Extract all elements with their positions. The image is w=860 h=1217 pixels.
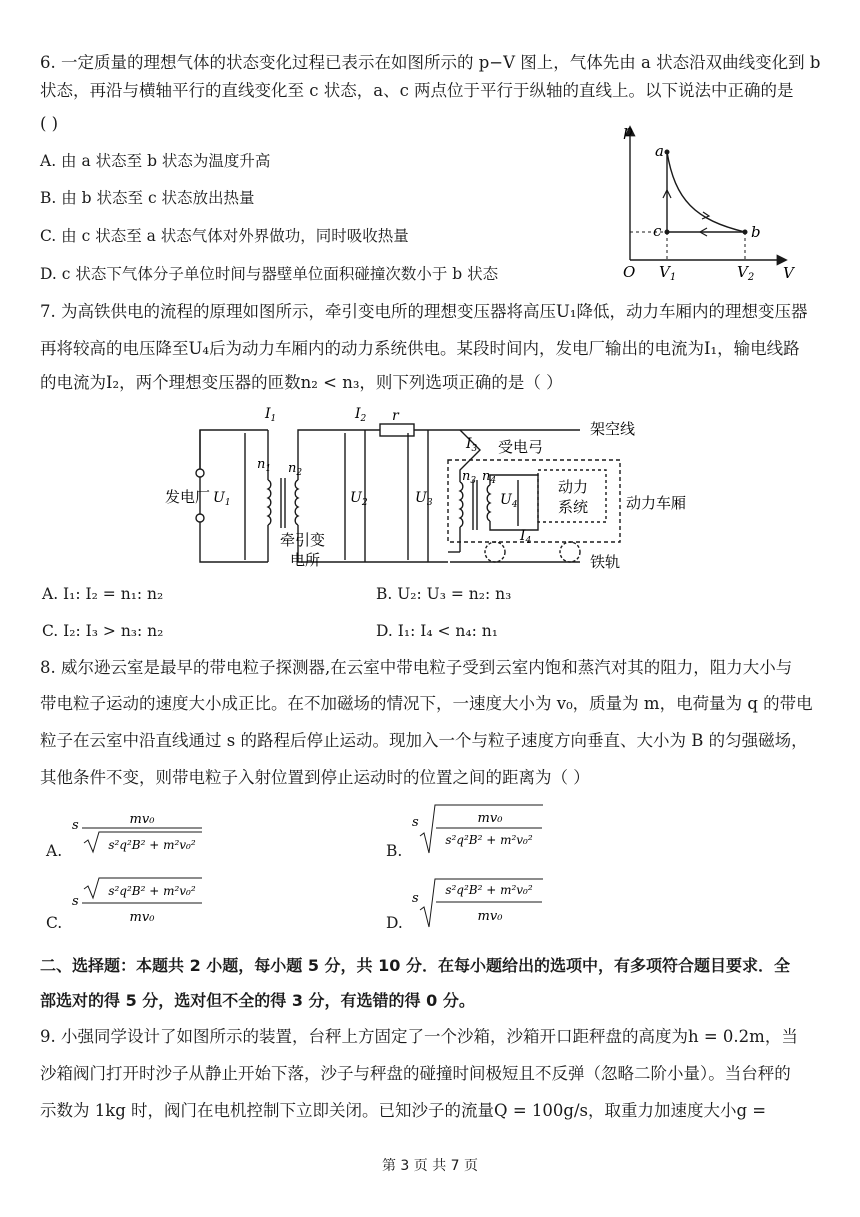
label-i4: $I_4$ bbox=[520, 528, 532, 546]
label-a: a bbox=[655, 142, 664, 160]
label-i3: $I_3$ bbox=[466, 436, 478, 454]
coil-n1 bbox=[268, 480, 271, 525]
label-power-plant: 发电厂 bbox=[165, 488, 211, 506]
label-u2: $U_2$ bbox=[350, 490, 368, 508]
svg-text:mv₀: mv₀ bbox=[129, 910, 155, 925]
label-u3: $U_3$ bbox=[415, 490, 433, 508]
label-b: b bbox=[751, 223, 761, 241]
label-power-system-2: 系统 bbox=[558, 498, 589, 516]
label-car: 动力车厢 bbox=[626, 494, 687, 512]
svg-text:s: s bbox=[72, 818, 79, 833]
q8-line-2: 带电粒子运动的速度大小成正比。在不加磁场的情况下，一速度大小为 v₀，质量为 m，电荷量为 q 的带电 bbox=[40, 694, 813, 713]
page-footer: 第 3 页 共 7 页 bbox=[381, 1158, 479, 1174]
q8-line-4: 其他条件不变，则带电粒子入射位置到停止运动时的位置之间的距离为（ ） bbox=[40, 768, 590, 787]
label-power-system-1: 动力 bbox=[558, 478, 589, 496]
svg-text:s: s bbox=[72, 894, 79, 909]
q8-option-a-label: A. bbox=[46, 842, 63, 860]
label-p: p bbox=[623, 122, 633, 140]
q7-option-b: B. U₂: U₃ = n₂: n₃ bbox=[376, 585, 512, 603]
q7-line-1: 7. 为高铁供电的流程的原理如图所示，牵引变电所的理想变压器将高压U₁降低，动力车厢内的理想变压器 bbox=[40, 302, 808, 321]
wire-left-loop bbox=[200, 430, 268, 562]
svg-text:s²q²B² + m²v₀²: s²q²B² + m²v₀² bbox=[445, 833, 533, 847]
q8-option-b-formula bbox=[410, 800, 550, 860]
svg-text:mv₀: mv₀ bbox=[477, 811, 503, 826]
section-2-heading-line-1: 二、选择题：本题共 2 小题，每小题 5 分，共 10 分．在每小题给出的选项中，有多项符合题目要求．全 bbox=[40, 956, 790, 975]
label-rail: 铁轨 bbox=[590, 553, 621, 571]
q7-option-c: C. I₂: I₃ > n₃: n₂ bbox=[42, 622, 164, 640]
svg-text:s²q²B² + m²v₀²: s²q²B² + m²v₀² bbox=[445, 883, 533, 897]
q8-option-d-label: D. bbox=[386, 914, 403, 932]
label-u1: $U_1$ bbox=[213, 490, 231, 508]
label-origin: O bbox=[623, 263, 636, 281]
q7-option-d: D. I₁: I₄ < n₄: n₁ bbox=[376, 622, 498, 640]
q8-option-d-formula bbox=[410, 872, 550, 932]
q7-line-3: 的电流为I₂，两个理想变压器的匝数n₂ < n₃，则下列选项正确的是（ ） bbox=[40, 373, 563, 392]
q6-option-b: B. 由 b 状态至 c 状态放出热量 bbox=[40, 189, 255, 207]
point-a bbox=[665, 150, 670, 155]
svg-text:s²q²B² + m²v₀²: s²q²B² + m²v₀² bbox=[108, 838, 196, 852]
label-substation-2: 电所 bbox=[290, 551, 321, 569]
section-2-heading-line-2: 部选对的得 5 分，选对但不全的得 3 分，有选错的得 0 分。 bbox=[40, 991, 475, 1010]
svg-text:s: s bbox=[412, 891, 419, 906]
coil-n2 bbox=[295, 480, 298, 525]
coil-n3 bbox=[460, 482, 463, 527]
label-n2: $n_2$ bbox=[288, 461, 303, 478]
q7-circuit-diagram bbox=[160, 400, 687, 580]
q8-line-3: 粒子在云室中沿直线通过 s 的路程后停止运动。现加入一个与粒子速度方向垂直、大小为 B 的匀强磁场， bbox=[40, 731, 808, 750]
label-r: r bbox=[392, 408, 399, 424]
point-c bbox=[665, 230, 670, 235]
q6-line-2: 状态，再沿与横轴平行的直线变化至 c 状态，a、c 两点位于平行于纵轴的直线上。以下说法中正确的是 bbox=[40, 81, 794, 100]
label-n1: $n_1$ bbox=[257, 457, 272, 474]
isotherm-a-b bbox=[667, 152, 745, 232]
label-c: c bbox=[653, 222, 662, 240]
q8-option-b-label: B. bbox=[386, 842, 403, 860]
label-n3: $n_3$ bbox=[462, 469, 477, 486]
q8-option-c-formula bbox=[70, 875, 210, 931]
q6-line-1: 6. 一定质量的理想气体的状态变化过程已表示在如图所示的 p−V 图上，气体先由 a 状态沿双曲线变化到 b bbox=[40, 53, 821, 72]
q6-option-d: D. c 状态下气体分子单位时间与器壁单位面积碰撞次数小于 b 状态 bbox=[40, 265, 499, 283]
q8-option-a-formula bbox=[70, 805, 210, 857]
svg-text:mv₀: mv₀ bbox=[129, 812, 155, 827]
svg-text:s²q²B² + m²v₀²: s²q²B² + m²v₀² bbox=[108, 884, 196, 898]
q8-line-1: 8. 威尔逊云室是最早的带电粒子探测器,在云室中带电粒子受到云室内饱和蒸汽对其的阻力，阻力大小与 bbox=[40, 658, 793, 677]
label-n4: $n_4$ bbox=[482, 469, 497, 486]
svg-text:mv₀: mv₀ bbox=[477, 909, 503, 924]
label-v: V bbox=[783, 264, 794, 282]
resistor-r bbox=[380, 424, 414, 436]
q9-line-1: 9. 小强同学设计了如图所示的装置，台秤上方固定了一个沙箱，沙箱开口距秤盘的高度为h = 0.2m，当 bbox=[40, 1027, 798, 1046]
label-pantograph: 受电弓 bbox=[498, 438, 544, 456]
q7-line-2: 再将较高的电压降至U₄后为动力车厢内的动力系统供电。某段时间内，发电厂输出的电流为I₁，输电线路 bbox=[40, 339, 800, 358]
label-i2: $I_2$ bbox=[355, 406, 367, 424]
label-u4: $U_4$ bbox=[500, 492, 518, 510]
q6-answer-paren: ( ) bbox=[40, 114, 59, 133]
q9-line-2: 沙箱阀门打开时沙子从静止开始下落，沙子与秤盘的碰撞时间极短且不反弹（忽略二阶小量）。当台秤的 bbox=[40, 1064, 791, 1083]
svg-text:s: s bbox=[412, 815, 419, 830]
q6-option-a: A. 由 a 状态至 b 状态为温度升高 bbox=[40, 152, 271, 170]
point-b bbox=[743, 230, 748, 235]
label-i1: $I_1$ bbox=[265, 406, 277, 424]
q8-option-c-label: C. bbox=[46, 914, 63, 932]
q6-option-c: C. 由 c 状态至 a 状态气体对外界做功，同时吸收热量 bbox=[40, 227, 409, 245]
label-substation-1: 牵引变 bbox=[280, 531, 326, 549]
label-v1: $V_1$ bbox=[659, 263, 677, 283]
q9-line-3: 示数为 1kg 时，阀门在电机控制下立即关闭。已知沙子的流量Q = 100g/s，取重力加速度大小g = bbox=[40, 1101, 767, 1120]
label-v2: $V_2$ bbox=[737, 263, 755, 283]
q7-option-a: A. I₁: I₂ = n₁: n₂ bbox=[42, 585, 164, 603]
q6-pv-graph bbox=[615, 120, 795, 285]
label-catenary: 架空线 bbox=[590, 420, 636, 438]
